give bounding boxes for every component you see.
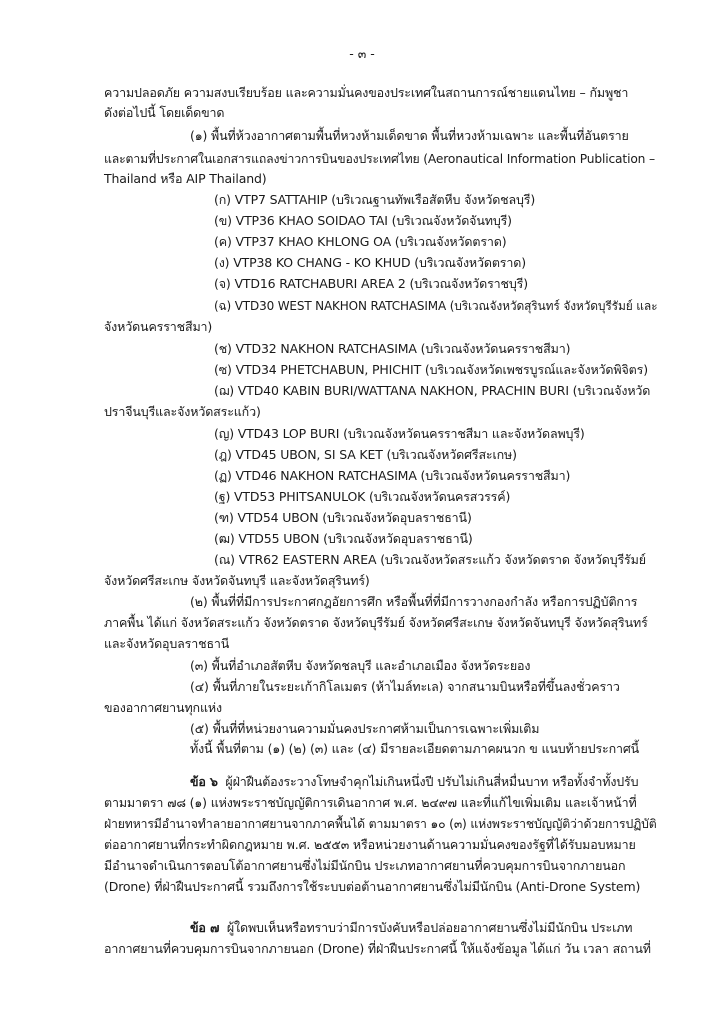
body-line: (ซ) VTD34 PHETCHABUN, PHICHIT (บริเวณจังหวัดเพชรบูรณ์และจังหวัดพิจิตร) [214,362,648,377]
body-line: (ฉ) VTD30 WEST NAKHON RATCHASIMA (บริเวณจังหวัดสุรินทร์ จังหวัดบุรีรัมย์ และ [214,299,658,313]
body-line: (๓) พื้นที่อำเภอสัตหีบ จังหวัดชลบุรี และอำเภอเมือง จังหวัดระยอง [190,658,531,673]
body-line: อากาศยานที่ควบคุมการบินจากภายนอก (Drone) ที่ฝ่าฝืนประกาศนี้ ให้แจ้งข้อมูล ได้แก่ วัน เวลา สถานที่ [104,941,651,956]
body-line: (๔) พื้นที่ภายในระยะเก้ากิโลเมตร (ห้าไมล์ทะเล) จากสนามบินหรือที่ขึ้นลงชั่วคราว [190,679,620,694]
body-line: (๑) พื้นที่ห้วงอากาศตามพื้นที่หวงห้ามเด็ดขาด พื้นที่หวงห้ามเฉพาะ และพื้นที่อันตราย [190,128,629,143]
body-line: (Drone) ที่ฝ่าฝืนประกาศนี้ รวมถึงการใช้ระบบต่อต้านอากาศยานซึ่งไม่มีนักบิน (Anti-Drone System) [104,879,641,894]
section-7-heading: ข้อ ๗ [190,920,220,935]
body-line: ฝ่ายทหารมีอำนาจทำลายอากาศยานจากภาคพื้นได้ ตามมาตรา ๑๐ (๓) แห่งพระราชบัญญัติว่าด้วยการปฏิบัติ [104,817,657,831]
body-line: Thailand หรือ AIP Thailand) [104,171,267,186]
body-line: (จ) VTD16 RATCHABURI AREA 2 (บริเวณจังหวัดราชบุรี) [214,276,528,291]
body-line: (ฒ) VTD55 UBON (บริเวณจังหวัดอุบลราชธานี) [214,531,473,546]
body-line: (ฏ) VTD46 NAKHON RATCHASIMA (บริเวณจังหวัดนครราชสีมา) [214,468,571,483]
section-7-text: ผู้ใดพบเห็นหรือทราบว่ามีการบังคับหรือปล่อยอากาศยานซึ่งไม่มีนักบิน ประเภท [226,920,633,935]
section-6-text: ผู้ฝ่าฝืนต้องระวางโทษจำคุกไม่เกินหนึ่งปี ปรับไม่เกินสี่หมื่นบาท หรือทั้งจำทั้งปรับ [225,774,639,789]
body-line: ตามมาตรา ๗๘ (๑) แห่งพระราชบัญญัติการเดินอากาศ พ.ศ. ๒๔๙๗ และที่แก้ไขเพิ่มเติม และเจ้าหน้าที่ [104,795,637,810]
body-line: ของอากาศยานทุกแห่ง [104,700,222,715]
body-line: (ฌ) VTD40 KABIN BURI/WATTANA NAKHON, PRACHIN BURI (บริเวณจังหวัด [214,383,651,398]
body-line: (๒) พื้นที่ที่มีการประกาศกฎอัยการศึก หรือพื้นที่ที่มีการวางกองกำลัง หรือการปฏิบัติการ [190,594,638,609]
body-line: (ฐ) VTD53 PHITSANULOK (บริเวณจังหวัดนครสวรรค์) [214,489,511,504]
body-line: (ญ) VTD43 LOP BURI (บริเวณจังหวัดนครราชสีมา และจังหวัดลพบุรี) [214,426,585,441]
body-line: ดังต่อไปนี้ โดยเด็ดขาด [104,105,225,120]
section-6-line [190,772,638,792]
body-line: (ก) VTP7 SATTAHIP (บริเวณฐานทัพเรือสัตหีบ จังหวัดชลบุรี) [214,192,536,207]
body-line: ภาคพื้น ได้แก่ จังหวัดสระแก้ว จังหวัดตราด จังหวัดบุรีรัมย์ จังหวัดศรีสะเกษ จังหวัดจันทบุรี จังหวัดสุรินทร์ [104,615,648,630]
body-line: ปราจีนบุรีและจังหวัดสระแก้ว) [104,404,261,419]
body-line: ความปลอดภัย ความสงบเรียบร้อย และความมั่นคงของประเทศในสถานการณ์ชายแดนไทย – กัมพูชา [104,85,629,100]
body-line: (๕) พื้นที่ที่หน่วยงานความมั่นคงประกาศห้ามเป็นการเฉพาะเพิ่มเติม [190,721,540,736]
body-line: และตามที่ประกาศในเอกสารแถลงข่าวการบินของประเทศไทย (Aeronautical Information Publication – [104,152,655,166]
body-line: ทั้งนี้ พื้นที่ตาม (๑) (๒) (๓) และ (๔) มีรายละเอียดตามภาคผนวก ข แนบท้ายประกาศนี้ [190,741,640,756]
body-line: จังหวัดศรีสะเกษ จังหวัดจันทบุรี และจังหวัดสุรินทร์) [104,573,370,588]
section-6-heading: ข้อ ๖ [190,774,218,789]
body-line: จังหวัดนครราชสีมา) [104,319,213,334]
body-line: (ค) VTP37 KHAO KHLONG OA (บริเวณจังหวัดตราด) [214,234,507,249]
body-line: (ข) VTP36 KHAO SOIDAO TAI (บริเวณจังหวัดจันทบุรี) [214,213,512,228]
page-number: - ๓ - [349,46,375,61]
body-line: และจังหวัดอุบลราชธานี [104,636,230,651]
body-line: (ง) VTP38 KO CHANG - KO KHUD (บริเวณจังหวัดตราด) [214,255,526,270]
body-line: มีอำนาจดำเนินการตอบโต้อากาศยานซึ่งไม่มีนักบิน ประเภทอากาศยานที่ควบคุมการบินจากภายนอก [104,858,626,873]
body-line: ต่ออากาศยานที่กระทำผิดกฎหมาย พ.ศ. ๒๕๕๓ หรือหน่วยงานด้านความมั่นคงของรัฐที่ได้รับมอบหมาย [104,837,636,852]
body-line: (ฑ) VTD54 UBON (บริเวณจังหวัดอุบลราชธานี) [214,510,472,525]
body-line: (ณ) VTR62 EASTERN AREA (บริเวณจังหวัดสระแก้ว จังหวัดตราด จังหวัดบุรีรัมย์ [214,552,646,567]
section-7-line [190,918,632,938]
body-line: (ฎ) VTD45 UBON, SI SA KET (บริเวณจังหวัดศรีสะเกษ) [214,447,517,462]
body-line: (ช) VTD32 NAKHON RATCHASIMA (บริเวณจังหวัดนครราชสีมา) [214,341,571,356]
